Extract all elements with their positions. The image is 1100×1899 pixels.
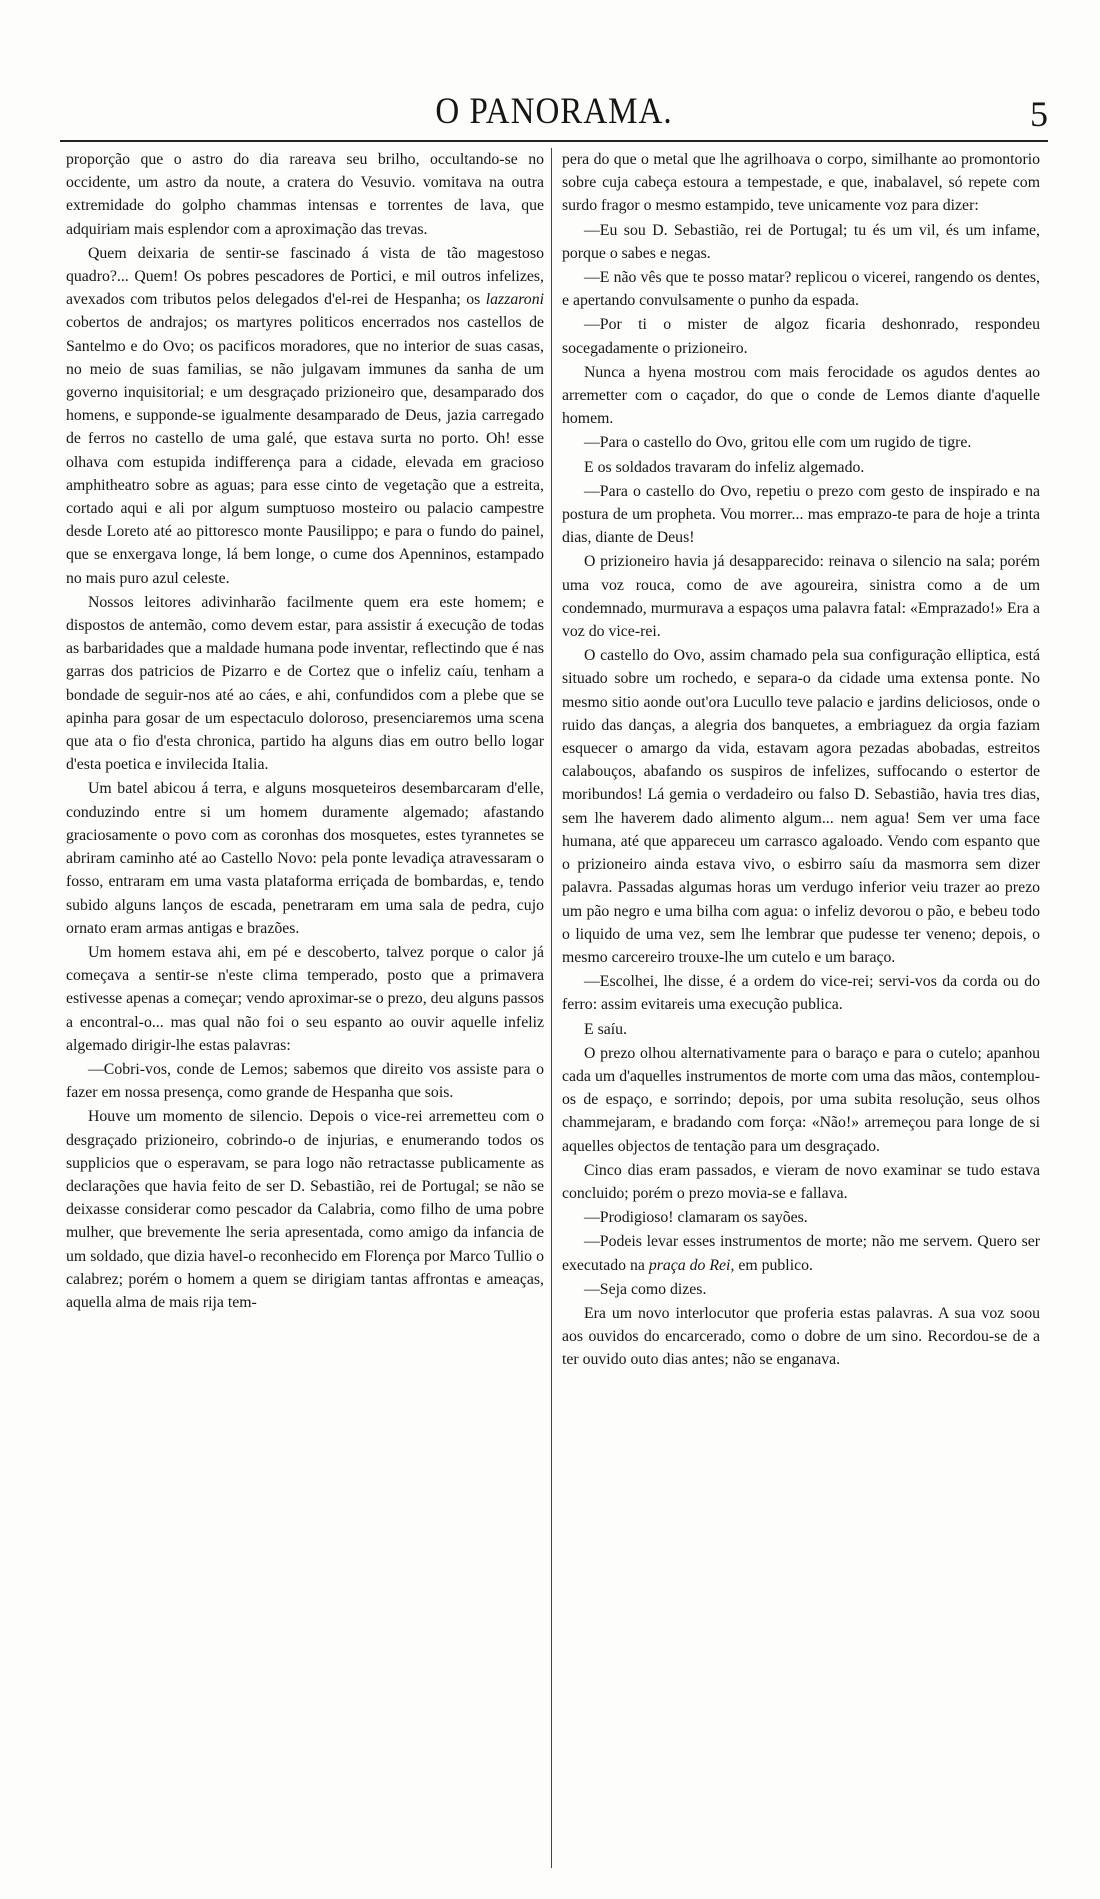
header-rule <box>60 140 1048 142</box>
paragraph: Era um novo interlocutor que proferia estas palavras. A sua voz soou aos ouvidos do encarcerado, como o dobre de um sino. Recordou-se de a ter ouvido outo dias antes; não se enganava. <box>562 1304 1040 1369</box>
left-column <box>66 148 544 1888</box>
paragraph-text: —Podeis levar esses instrumentos de morte; não me servem. Quero ser executado na <box>562 1233 1040 1274</box>
paragraph <box>562 1230 1040 1276</box>
paragraph-text: em publico. <box>738 1256 813 1274</box>
paragraph: O prezo olhou alternativamente para o baraço e para o cutelo; apanhou cada um d'aquelles instrumentos de morte com uma das mãos, contemplou-os de espaço, e sorrindo; depois, por uma subita resolução, seus olhos chammejaram, e bradando com força: «Não!» arremeçou para longe de si aquelles objectos de tentação para um desgraçado. <box>562 1044 1040 1155</box>
paragraph: O prizioneiro havia já desapparecido: reinava o silencio na sala; porém uma voz rouca, como de ave agoureira, sinistra como a de um condemnado, murmurava a espaços uma palavra fatal: «Emprazado!» Era a voz do vice-rei. <box>562 553 1040 641</box>
paragraph: Cinco dias eram passados, e vieram de novo examinar se tudo estava concluido; porém o prezo movia-se e fallava. <box>562 1161 1040 1202</box>
paragraph: —Por ti o mister de algoz ficaria deshonrado, respondeu socegadamente o prizioneiro. <box>562 316 1040 357</box>
page-header <box>60 92 1048 132</box>
masthead-title: O PANORAMA. <box>435 91 673 133</box>
paragraph: —Seja como dizes. <box>584 1280 707 1298</box>
page-number: 5 <box>1030 94 1048 134</box>
paragraph-text: cobertos de andrajos; os martyres politicos encerrados nos castellos de Santelmo e do Ovo; os pacificos moradores, que no interior de suas casas, no meio de suas familias, se não julgavam immunes da sanha de um governo inquisitorial; e um desgraçado prizioneiro que, desamparado dos homens, e supponde-se igualmente desamparado de Deus, jazia carregado de ferros no castello de uma galé, que estava surta no porto. Oh! esse olhava com estupida indifferença para a cidade, elevada em gracioso amphitheatro sobre as aguas; para esse cinto de vegetação que a estreita, cortado aqui e ali por algum sumptuoso mosteiro ou palacio campestre desde Loreto até ao pittoresco monte Pausilippo; e para o fundo do painel, que se enxergava longe, lá bem longe, o cume dos Apenninos, estampado no mais puro azul celeste. <box>66 314 544 587</box>
paragraph: Houve um momento de silencio. Depois o vice-rei arremetteu com o desgraçado prizioneiro, cobrindo-o de injurias, e enumerando todos os supplicios que o esperavam, se para logo não retractasse publicamente as declarações que havia feito de ser D. Sebastião, rei de Portugal; se não se deixasse considerar como pescador da Calabria, como filho de uma pobre mulher, que brevemente lhe seria apresentada, como amigo da infancia de um soldado, que dizia havel-o reconhecido em Florença por Marco Tullio o calabrez; porém o homem a quem se dirigiam tantas affrontas e ameaças, aquella alma de mais rija tem- <box>66 1108 544 1311</box>
paragraph: E os soldados travaram do infeliz algemado. <box>584 458 865 476</box>
paragraph: E saíu. <box>584 1020 627 1038</box>
paragraph: O castello do Ovo, assim chamado pela sua configuração elliptica, está situado sobre um rochedo, e separa-o da cidade uma extensa ponte. No mesmo sitio aonde out'ora Lucullo teve palacio e jardins deliciosos, onde o ruido das danças, a alegria dos banquetes, a embriaguez da orgia faziam esquecer o amargo da vida, estavam agora pezadas abobadas, estreitos calabouços, abafando os suspiros de infelizes, suffocando o estertor de moribundos! Lá gemia o verdadeiro ou falso D. Sebastião, havia tres dias, sem lhe haverem dado alimento algum... nem agua! Sem ver uma face humana, até que appareceu um carrasco agaloado. Vendo com espanto que o prizioneiro ainda estava vivo, o esbirro saíu da masmorra sem dizer palavra. Passadas algumas horas um verdugo inferior veiu trazer ao prezo um pão negro e uma bilha com agua: o infeliz devorou o pão, e bebeu todo o liquido de uma vez, sem lhe lembrar que pudesse ter veneno; depois, o mesmo carcereiro trouxe-lhe um cutelo e um baraço. <box>562 647 1040 966</box>
paragraph-text: Quem deixaria de sentir-se fascinado á vista de tão magestoso quadro?... Quem! Os pobres pescadores de Portici, e mil outros infelizes, avexados com tributos pelos delegados d'el-rei de Hespanha; os <box>66 244 544 309</box>
paragraph: Um batel abicou á terra, e alguns mosqueteiros desembarcaram d'elle, conduzindo entre si um homem duramente algemado; afastando graciosamente o povo com as coronhas dos mosquetes, estes tyrannetes se abriram caminho até ao Castello Novo: pela ponte levadiça atravessaram o fosso, entraram em uma vasta plataforma erriçada de bombardas, e, tendo subido alguns lanços de escada, penetraram em uma sala de pedra, cujo ornato eram armas antigas e brazões. <box>66 780 544 937</box>
paragraph: proporção que o astro do dia rareava seu brilho, occultando-se no occidente, um astro da noute, a cratera do Vesuvio. vomitava na outra extremidade do golpho chammas intensas e torrentes de lava, que adquiriam mais esplendor com a aproximação das trevas. <box>66 151 544 238</box>
italic-term: praça do Rei, <box>648 1256 735 1274</box>
paragraph: Nunca a hyena mostrou com mais ferocidade os agudos dentes ao arremetter com o caçador, do que o conde de Lemos diante d'aquelle homem. <box>562 363 1040 428</box>
paragraph: —E não vês que te posso matar? replicou o vicerei, rangendo os dentes, e apertando convulsamente o punho da espada. <box>562 269 1040 310</box>
paragraph: —Para o castello do Ovo, repetiu o prezo com gesto de inspirado e na postura de um propheta. Vou morrer... mas emprazo-te para de hoje a trinta dias, diante de Deus! <box>562 482 1040 547</box>
right-column <box>562 148 1040 1888</box>
paragraph: pera do que o metal que lhe agrilhoava o corpo, similhante ao promontorio sobre cuja cabeça estoura a tempestade, e que, inabalavel, só repete com surdo fragor o mesmo estampido, teve unicamente voz para dizer: <box>562 151 1040 215</box>
paragraph: —Para o castello do Ovo, gritou elle com um rugido de tigre. <box>584 434 972 452</box>
paragraph: Nossos leitores adivinharão facilmente quem era este homem; e dispostos de antemão, como devem estar, para assistir á execução de todas as barbaridades que a maldade humana pode inventar, reflectindo que é nas garras dos patricios de Pizarro e de Cortez que o infeliz caíu, tenham a bondade de seguir-nos até ao cáes, e ahi, confundidos com a plebe que se apinha para gosar de um espectaculo doloroso, presenciaremos uma scena que ata o fio d'esta chronica, partido ha alguns dias em outro bello logar d'esta poetica e invilecida Italia. <box>66 593 544 774</box>
paragraph: Um homem estava ahi, em pé e descoberto, talvez porque o calor já começava a sentir-se n'este clima temperado, posto que a primavera estivesse apenas a começar; vendo aproximar-se o prezo, deu alguns passos a encontral-o... mas qual não foi o seu espanto ao ouvir aquelle infeliz algemado dirigir-lhe estas palavras: <box>66 943 544 1054</box>
paragraph: —Escolhei, lhe disse, é a ordem do vice-rei; servi-vos da corda ou do ferro: assim evitareis uma execução publica. <box>562 973 1040 1014</box>
paragraph: —Eu sou D. Sebastião, rei de Portugal; tu és um vil, és um infame, porque o sabes e negas. <box>562 221 1040 262</box>
paragraph <box>66 242 544 590</box>
paragraph: —Prodigioso! clamaram os sayões. <box>584 1209 808 1227</box>
paragraph: —Cobri-vos, conde de Lemos; sabemos que direito vos assiste para o fazer em nossa presença, como grande de Hespanha que sois. <box>66 1060 544 1102</box>
italic-term: lazzaroni <box>485 291 544 309</box>
column-divider <box>551 148 552 1868</box>
